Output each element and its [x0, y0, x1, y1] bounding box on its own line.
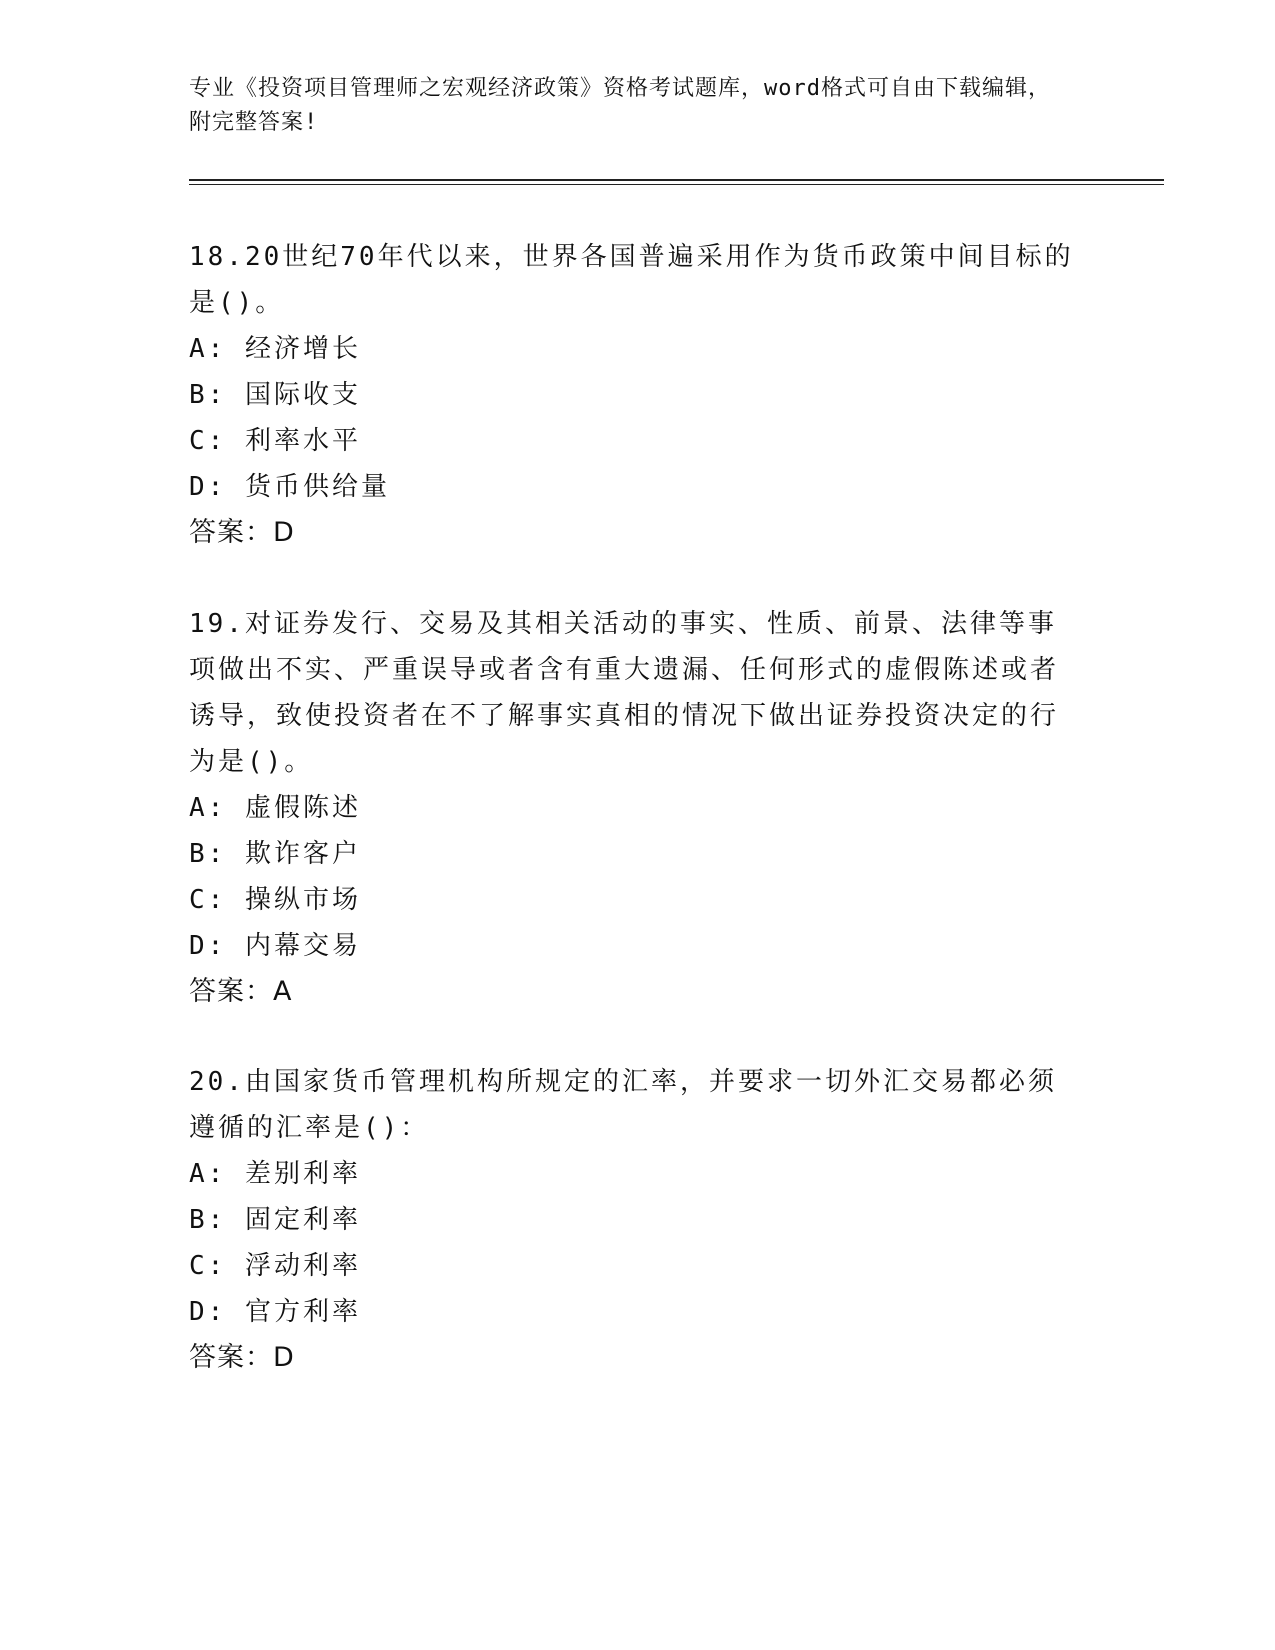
header-divider-bottom [189, 184, 1164, 185]
header-divider-top [189, 179, 1164, 181]
answer: 答案：D [189, 1342, 295, 1373]
option-a: A: 虚假陈述 [189, 793, 361, 823]
option-d: D: 货币供给量 [189, 472, 390, 502]
option-c: C: 浮动利率 [189, 1251, 361, 1281]
document-header: 专业《投资项目管理师之宏观经济政策》资格考试题库，word格式可自由下载编辑，附完整答案! [189, 76, 1051, 135]
option-d: D: 官方利率 [189, 1297, 361, 1327]
option-a: A: 经济增长 [189, 334, 361, 364]
option-c: C: 利率水平 [189, 426, 361, 456]
question-text: 19.对证券发行、交易及其相关活动的事实、性质、前景、法律等事项做出不实、严重误导或者含有重大遗漏、任何形式的虚假陈述或者诱导，致使投资者在不了解事实真相的情况下做出证券投资决定的行为是()。 [189, 609, 1060, 777]
option-c: C: 操纵市场 [189, 885, 361, 915]
answer: 答案：D [189, 517, 295, 548]
option-b: B: 欺诈客户 [189, 839, 361, 869]
option-b: B: 固定利率 [189, 1205, 361, 1235]
option-d: D: 内幕交易 [189, 931, 361, 961]
question-text: 20.由国家货币管理机构所规定的汇率，并要求一切外汇交易都必须遵循的汇率是()： [189, 1067, 1057, 1143]
option-b: B: 国际收支 [189, 380, 361, 410]
question-text: 18.20世纪70年代以来，世界各国普遍采用作为货币政策中间目标的是()。 [189, 242, 1074, 318]
option-a: A: 差别利率 [189, 1159, 361, 1189]
question-20 [189, 1059, 1079, 1381]
answer: 答案：A [189, 976, 293, 1007]
question-18 [189, 234, 1079, 556]
question-19 [189, 601, 1079, 1015]
